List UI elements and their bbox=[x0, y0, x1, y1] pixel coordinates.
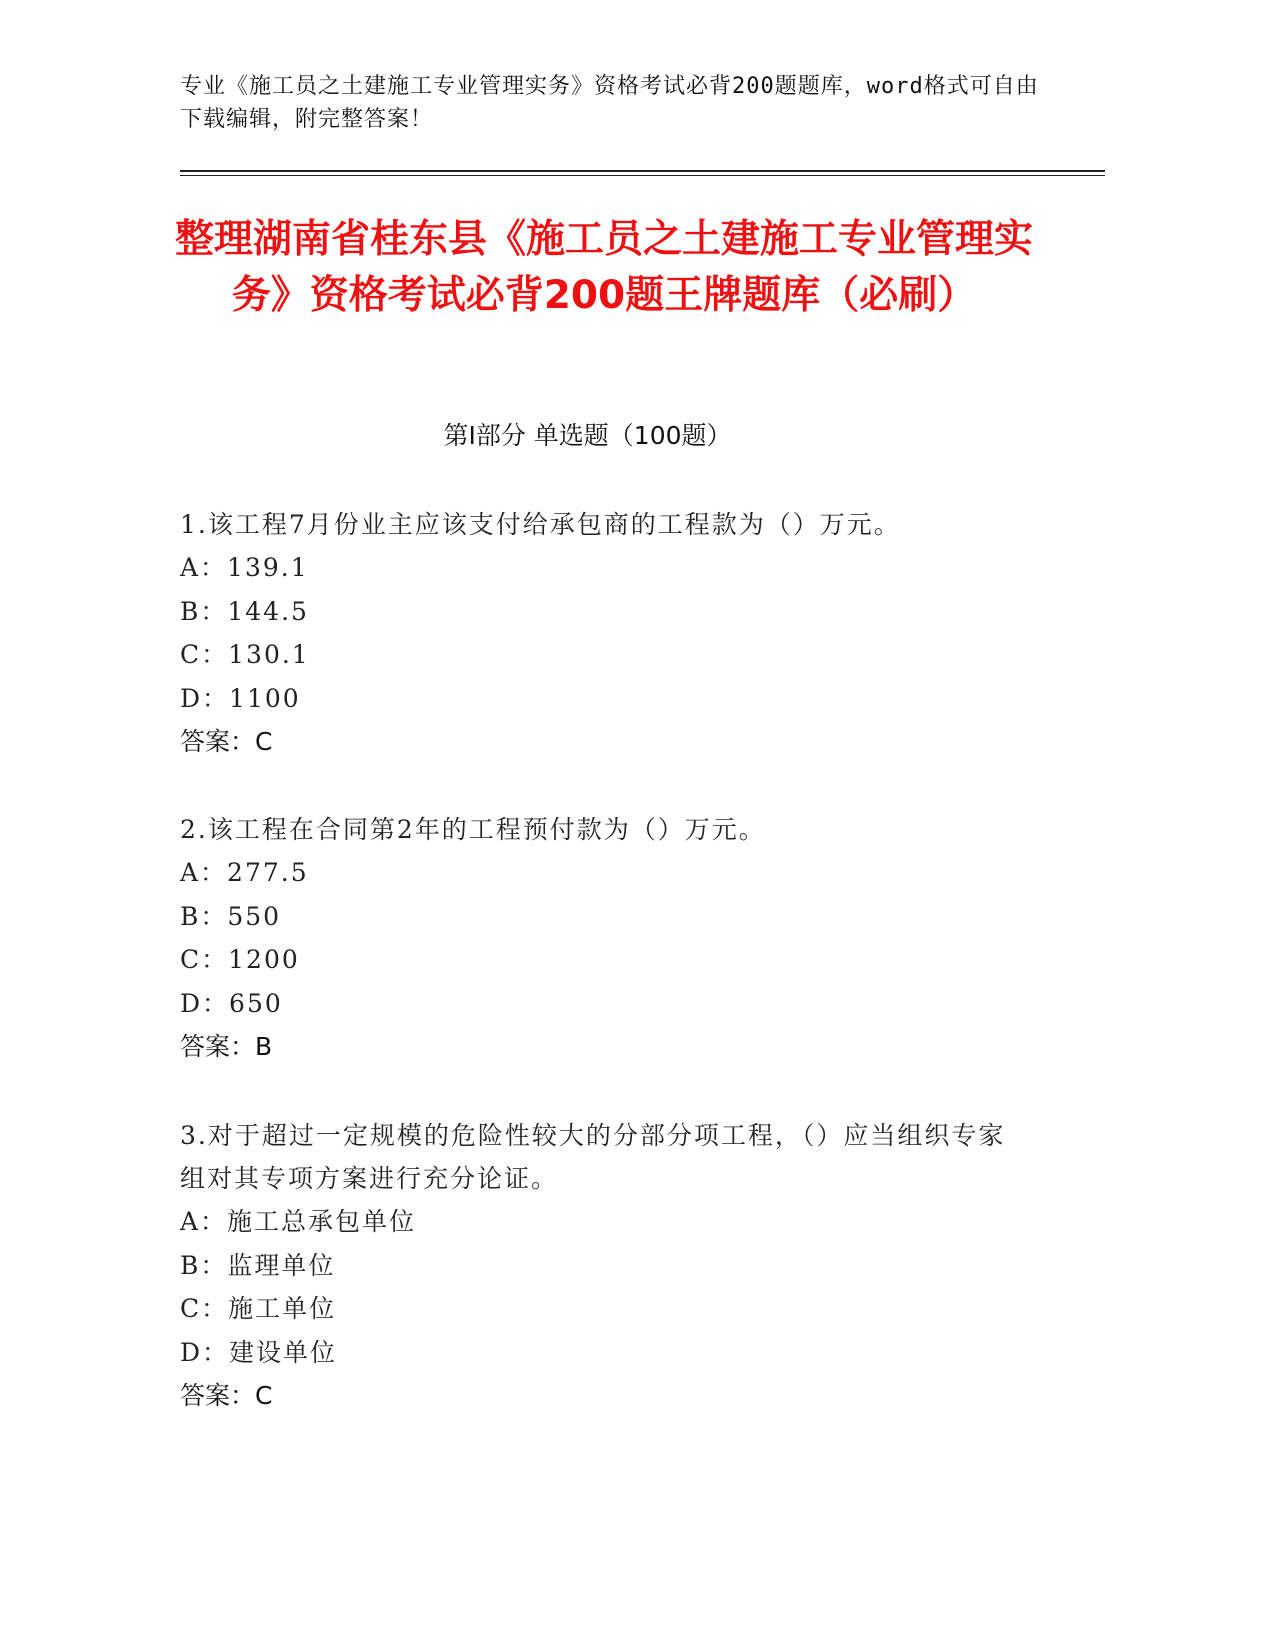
option-a: A：施工总承包单位 bbox=[180, 1207, 417, 1236]
answer: 答案：C bbox=[180, 1381, 273, 1410]
question-text: 3.对于超过一定规模的危险性较大的分部分项工程，（）应当组织专家组对其专项方案进行充分论证。 bbox=[180, 1121, 1006, 1193]
option-a: A：139.1 bbox=[180, 553, 309, 582]
option-d: D：1100 bbox=[180, 683, 301, 713]
question-text: 1.该工程7月份业主应该支付给承包商的工程款为（）万元。 bbox=[180, 510, 901, 539]
option-a: A：277.5 bbox=[180, 858, 309, 887]
question-2 bbox=[180, 808, 1020, 1069]
question-text: 2.该工程在合同第2年的工程预付款为（）万元。 bbox=[180, 815, 766, 844]
option-b: B：550 bbox=[180, 901, 282, 931]
question-3 bbox=[180, 1114, 1020, 1418]
header-divider bbox=[180, 170, 1105, 172]
option-b: B：144.5 bbox=[180, 596, 309, 626]
option-d: D：建设单位 bbox=[180, 1337, 338, 1367]
header-note: 专业《施工员之土建施工专业管理实务》资格考试必背200题题库，word格式可自由下载编辑，附完整答案！ bbox=[180, 74, 1039, 132]
document-title: 整理湖南省桂东县《施工员之土建施工专业管理实务》资格考试必背200题王牌题库（必刷） bbox=[174, 217, 1033, 318]
header-divider-thin bbox=[180, 175, 1105, 176]
option-c: C：1200 bbox=[180, 945, 300, 974]
question-1 bbox=[180, 503, 1020, 764]
answer: 答案：B bbox=[180, 1032, 273, 1061]
option-b: B：监理单位 bbox=[180, 1250, 336, 1280]
option-d: D：650 bbox=[180, 988, 283, 1018]
answer: 答案：C bbox=[180, 727, 273, 756]
section-title: 第Ⅰ部分 单选题（100题） bbox=[443, 421, 732, 450]
option-c: C：130.1 bbox=[180, 640, 310, 669]
option-c: C：施工单位 bbox=[180, 1294, 337, 1323]
